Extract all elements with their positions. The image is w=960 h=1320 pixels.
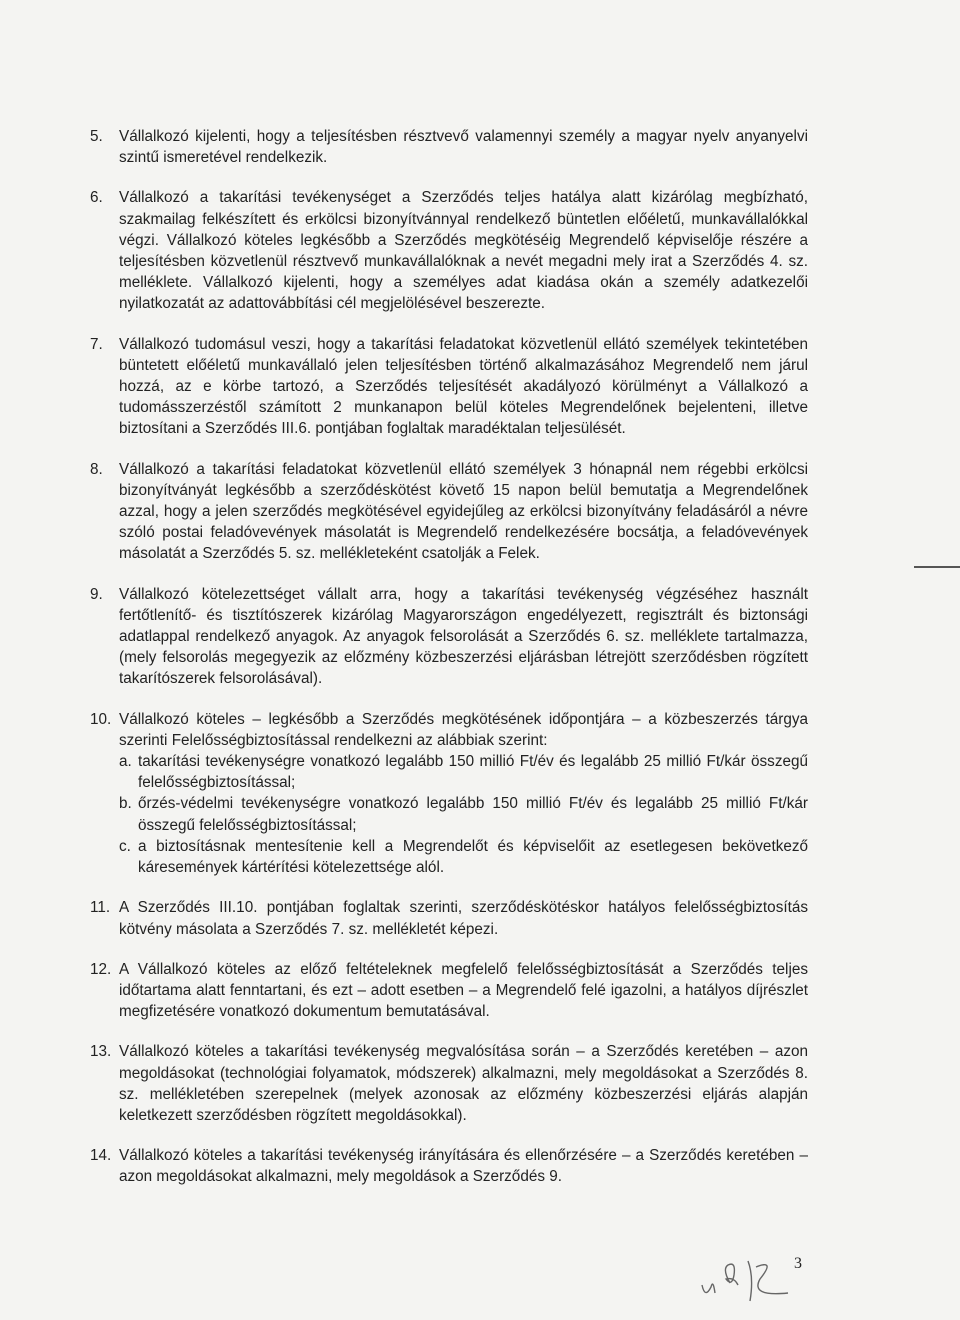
clause-text: Vállalkozó kötelezettséget vállalt arra, hogy a takarítási tevékenység végzéséhez használt fertőtlenítő- és tisztítószerek kizárólag Magyarországon engedélyezett, regisztrált és biztonsági adatlappal rendelkező anyagok. Az anyagok felsorolását a Szerződés 6. sz. melléklete tartalmazza, (mely felsorolás megegyezik az előzmény közbeszerzési eljárásban létrejött szerződésben rögzített takarítószerek felsorolásával). <box>119 585 808 688</box>
margin-mark <box>914 566 960 568</box>
subclause-letter: b. <box>119 795 132 813</box>
clause-number: 13. <box>90 1043 112 1061</box>
clause-number: 5. <box>90 128 103 145</box>
clause-10 <box>90 709 808 879</box>
clause-text: Vállalkozó a takarítási tevékenységet a Szerződés teljes hatálya alatt kizárólag megbízható, szakmailag felkészített és erkölcsi bizonyítvánnyal rendelkező büntetlen előéletű, munkavállalókkal végzi. Vállalkozó köteles legkésőbb a Szerződés megkötéséig Megrendelő képviselője részére a teljesítésben közvetlenül résztvevő munkavállalóknak a nevét megadni mely irat a Szerződés 4. sz. melléklete. Vállalkozó kijelenti, hogy a személyes adat kiadása okán a személy adatkezelői nyilatkozatát az adattovábbítási cél megjelölésével beszerezte. <box>119 189 808 313</box>
clause-text: Vállalkozó köteles a takarítási tevékenység megvalósítása során – a Szerződés keretében – azon megoldásokat (technológiai folyamatok, módszerek) alkalmazni, mely megoldásokat a Szerződés 8. sz. mellékletében szerepelnek (melyek azonosak az előzmény közbeszerzési eljárás alapján keletkezett szerződésben rögzített megoldásokkal). <box>119 1043 808 1124</box>
clause-number: 8. <box>90 460 103 478</box>
clause-number: 9. <box>90 585 103 603</box>
clause-11 <box>90 897 808 939</box>
clause-number: 12. <box>90 960 112 978</box>
clause-6 <box>90 187 808 314</box>
clause-text: Vállalkozó köteles – legkésőbb a Szerződés megkötésének időpontjára – a közbeszerzés tárgya szerinti Felelősségbiztosítással rendelkezni az alábbiak szerint: <box>119 710 808 749</box>
page-number: 3 <box>794 1255 802 1272</box>
clause-text: Vállalkozó köteles a takarítási tevékenység irányítására és ellenőrzésére – a Szerződés keretében – azon megoldásokat alkalmazni, mely megoldások a Szerződés 9. <box>119 1147 808 1186</box>
clause-number: 7. <box>90 335 103 353</box>
subclause-letter: c. <box>119 837 131 855</box>
clause-text: Vállalkozó kijelenti, hogy a teljesítésben résztvevő valamennyi személy a magyar nyelv anyanyelvi szintű ismeretével rendelkezik. <box>119 128 808 167</box>
subclause-text: a biztosításnak mentesítenie kell a Megrendelőt és képviselőit az esetlegesen bekövetkező káresemények kártérítési kötelezettsége alól. <box>138 837 808 877</box>
subclause-c <box>119 836 808 878</box>
clause-5 <box>90 126 808 168</box>
clause-text: Vállalkozó tudomásul veszi, hogy a takarítási feladatokat közvetlenül ellátó személyek tekintetében büntetett előéletű munkavállaló jelen teljesítésben történő alkalmazásához Megrendelő nem járul hozzá, az e körbe tartozó, a Szerződés teljesítését akadályozó körülményt a Vállalkozó a tudomásszerzéstől számított 2 munkanapon belül köteles Megrendelőnek bejelenteni, illetve biztosítani a Szerződés III.6. pontjában foglaltak maradéktalan teljesülését. <box>119 335 808 438</box>
subclause-text: őrzés-védelmi tevékenységre vonatkozó legalább 150 millió Ft/év és legalább 25 millió Ft/kár összegű felelősségbiztosítással; <box>138 795 808 834</box>
clause-8 <box>90 459 808 565</box>
subclause-a <box>119 751 808 793</box>
clause-number: 11. <box>90 899 111 917</box>
clause-9 <box>90 584 808 690</box>
clause-number: 6. <box>90 189 103 207</box>
clause-number: 14. <box>90 1147 112 1165</box>
handwritten-initials <box>700 1255 820 1315</box>
subclause-text: takarítási tevékenységre vonatkozó legalább 150 millió Ft/év és legalább 25 millió Ft/kár összegű felelősségbiztosítással; <box>138 753 808 792</box>
subclause-letter: a. <box>119 753 132 771</box>
clause-12 <box>90 959 808 1023</box>
clause-text: A Szerződés III.10. pontjában foglaltak szerinti, szerződéskötéskor hatályos felelősségbiztosítás kötvény másolata a Szerződés 7. sz. mellékletét képezi. <box>119 899 808 938</box>
clause-14 <box>90 1145 808 1187</box>
clause-7 <box>90 334 808 440</box>
clause-13 <box>90 1041 808 1126</box>
clause-number: 10. <box>90 710 112 728</box>
clause-text: Vállalkozó a takarítási feladatokat közvetlenül ellátó személyek 3 hónapnál nem régebbi erkölcsi bizonyítványát legkésőbb a szerződéskötést követő 15 napon belül bemutatja a Megrendelőnek azzal, hogy a jelen szerződés megkötésével egyidejűleg az erkölcsi bizonyítvány feladásáról a névre szóló postai feladóvevények másolatát is Megrendelő rendelkezésére bocsátja, a feladóvevények másolatát a Szerződés 5. sz. mellékleteként csatolják a Felek. <box>119 460 808 563</box>
clause-list <box>90 126 808 1207</box>
subclause-b <box>119 793 808 835</box>
clause-text: A Vállalkozó köteles az előző feltételeknek megfelelő felelősségbiztosítását a Szerződés teljes időtartama alatt fenntartani, és ezt – adott esetben – a Megrendelő felé igazolni, a hatályos díjrészlet megfizetésére vonatkozó dokumentum bemutatásával. <box>119 960 808 1021</box>
